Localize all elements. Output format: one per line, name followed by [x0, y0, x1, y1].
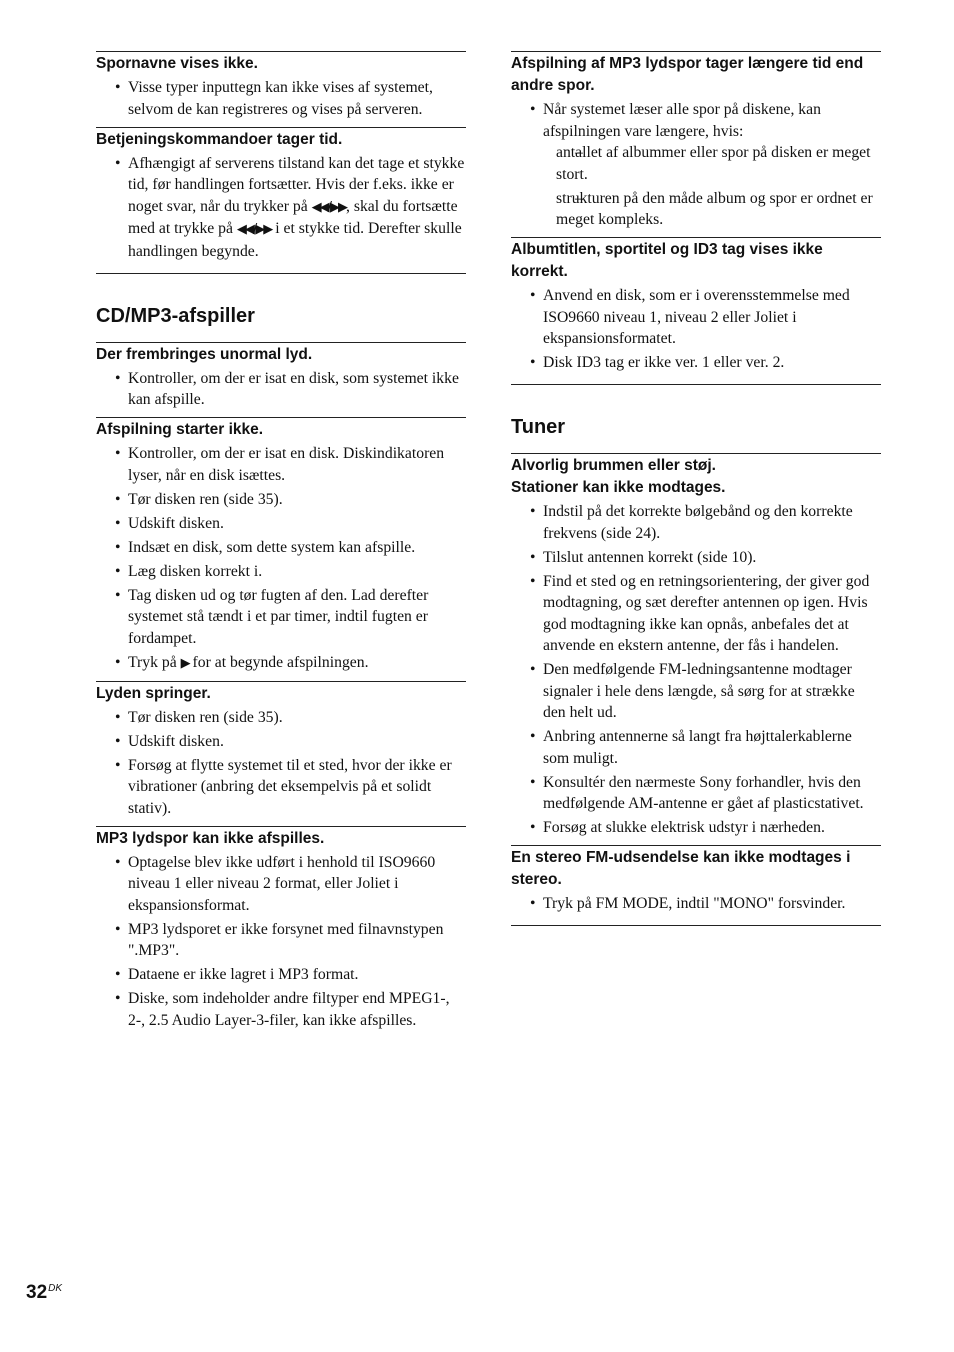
- bullet-list: [96, 368, 466, 418]
- bullet-item: • Tryk på FM MODE, indtil "MONO" forsvinder.: [511, 893, 881, 915]
- bullet-list: [96, 153, 466, 269]
- bullet-item: • Konsultér den nærmeste Sony forhandler, hvis den medfølgende AM-antenne er gået af plasticstativet.: [511, 772, 881, 815]
- bullet-item: • Tag disken ud og tør fugten af den. Lad derefter systemet stå tændt i et par timer, indtil fugten er fordampet.: [96, 585, 466, 650]
- faq-item: [511, 237, 881, 385]
- question-heading: MP3 lydspor kan ikke afspilles.: [96, 829, 325, 847]
- faq-item: [511, 51, 881, 237]
- bullet-item: • Tryk på ▶ for at begynde afspilningen.: [96, 652, 466, 675]
- bullet-item: • Den medfølgende FM-ledningsantenne modtager signaler i hele dens længde, så sørg for at strække den helt ud.: [511, 659, 881, 724]
- bullet-item: • Optagelse blev ikke udført i henhold til ISO9660 niveau 1 eller niveau 2 format, eller Joliet i ekspansionsformat.: [96, 852, 466, 917]
- dash-list: [511, 142, 881, 231]
- bullet-item: • Visse typer inputtegn kan ikke vises af systemet, selvom de kan registreres og vises på serveren.: [96, 77, 466, 120]
- section-title: CD/MP3-afspiller: [96, 304, 255, 327]
- dash-item: – strukturen på den måde album og spor er ordnet er meget kompleks.: [543, 188, 881, 231]
- question-heading: Der frembringes unormal lyd.: [96, 345, 313, 363]
- bullet-item: • MP3 lydsporet er ikke forsynet med filnavnstypen ".MP3".: [96, 919, 466, 962]
- faq-item: [96, 826, 466, 1038]
- bullet-list: [96, 77, 466, 127]
- bullet-item: • Forsøg at flytte systemet til et sted, hvor der ikke er vibrationer (anbring det eksempelvis på et solidt stativ).: [96, 755, 466, 820]
- bullet-list: [511, 285, 881, 380]
- faq-item: [96, 681, 466, 826]
- faq-item: [96, 51, 466, 127]
- bullet-item: • Find et sted og en retningsorientering, der giver god modtagning, og sæt derefter antennen op igen. Hvis god modtagning ikke kan opnås, anbefales det at anvende en ekstern antenne, der fås i handelen.: [511, 571, 881, 657]
- question-heading: Afspilning af MP3 lydspor tager længere tid end andre spor.: [511, 55, 864, 94]
- faq-item: [96, 127, 466, 274]
- skip-buttons-icon: ◀◀/▶▶: [311, 199, 347, 215]
- question-heading: Albumtitlen, sportitel og ID3 tag vises ikke korrekt.: [511, 241, 823, 280]
- bullet-item: • Udskift disken.: [96, 513, 466, 535]
- bullet-item: • Udskift disken.: [96, 731, 466, 753]
- section-title: Tuner: [511, 416, 566, 438]
- question-heading: Betjeningskommandoer tager tid.: [96, 130, 343, 148]
- bullet-list: [511, 99, 881, 237]
- bullet-item: • Anbring antennerne så langt fra højttalerkablerne som muligt.: [511, 726, 881, 769]
- bullet-item: • Tør disken ren (side 35).: [96, 489, 466, 511]
- bullet-list: [96, 443, 466, 681]
- question-heading: Afspilning starter ikke.: [96, 421, 264, 438]
- dash-item: – antallet af albummer eller spor på disken er meget stort.: [543, 142, 881, 185]
- play-icon: ▶: [180, 655, 189, 671]
- bullet-list: [96, 707, 466, 826]
- bullet-item: • Forsøg at slukke elektrisk udstyr i nærheden.: [511, 817, 881, 839]
- bullet-item: • Afhængigt af serverens tilstand kan det tage et stykke tid, før handlingen fortsætter. Hvis der f.eks. ikke er noget svar, når du trykker på ◀◀/▶▶, skal du fortsætte med at trykke på ◀◀/▶▶ i et stykke tid. Derefter skulle handlingen begynde.: [96, 153, 466, 263]
- bullet-item: • Dataene er ikke lagret i MP3 format.: [96, 964, 466, 986]
- right-column: [511, 51, 881, 926]
- bullet-item: • Kontroller, om der er isat en disk, som systemet ikke kan afspille.: [96, 368, 466, 411]
- bullet-list: [511, 893, 881, 921]
- skip-buttons-icon: ◀◀/▶▶: [236, 222, 272, 237]
- bullet-item: • Når systemet læser alle spor på diskene, kan afspilningen vare længere, hvis: – antallet af albummer eller spor på disken er meget stort. – strukturen på den måde album og spor er ordnet er meget kompleks.: [511, 99, 881, 231]
- bullet-list: [511, 501, 881, 845]
- question-heading: Spornavne vises ikke.: [96, 55, 258, 72]
- question-heading: Alvorlig brummen eller støj. Stationer kan ikke modtages.: [511, 457, 726, 496]
- faq-item: [511, 453, 881, 845]
- question-heading: En stereo FM-udsendelse kan ikke modtages i stereo.: [511, 849, 851, 888]
- bullet-list: [96, 852, 466, 1038]
- bullet-item: • Læg disken korrekt i.: [96, 561, 466, 583]
- faq-item: [511, 845, 881, 926]
- bullet-item: • Tilslut antennen korrekt (side 10).: [511, 547, 881, 569]
- bullet-item: • Indsæt en disk, som dette system kan afspille.: [96, 537, 466, 559]
- bullet-item: • Indstil på det korrekte bølgebånd og den korrekte frekvens (side 24).: [511, 501, 881, 544]
- page-number: $32^{DK}$: [26, 1282, 63, 1303]
- bullet-item: • Diske, som indeholder andre filtyper end MPEG1-, 2-, 2.5 Audio Layer-3-filer, kan ikke afspilles.: [96, 988, 466, 1031]
- bullet-item: • Disk ID3 tag er ikke ver. 1 eller ver. 2.: [511, 352, 881, 374]
- faq-item: [96, 417, 466, 681]
- bullet-item: • Kontroller, om der er isat en disk. Diskindikatoren lyser, når en disk isættes.: [96, 443, 466, 486]
- faq-item: [96, 342, 466, 418]
- left-column: [96, 51, 466, 1038]
- question-heading: Lyden springer.: [96, 684, 211, 702]
- bullet-item: • Tør disken ren (side 35).: [96, 707, 466, 729]
- bullet-item: • Anvend en disk, som er i overensstemmelse med ISO9660 niveau 1, niveau 2 eller Joliet i ekspansionsformatet.: [511, 285, 881, 350]
